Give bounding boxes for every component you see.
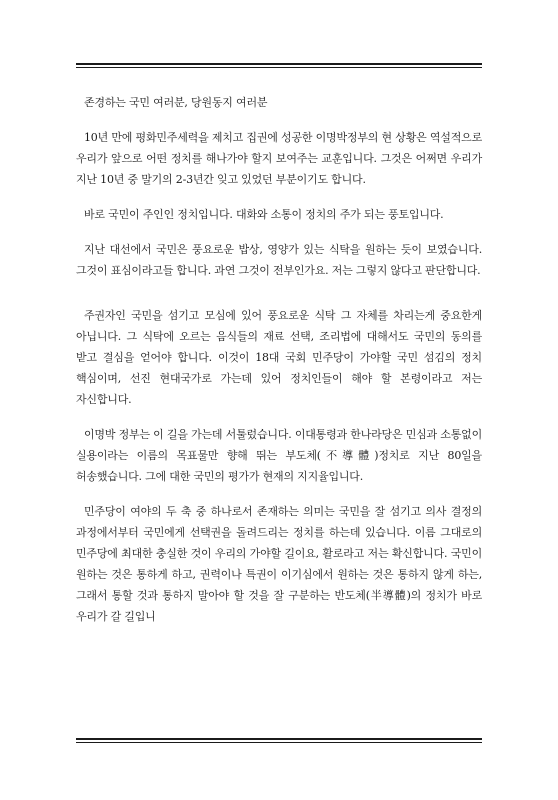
paragraph-5: 이명박 정부는 이 길을 가는데 서툴렀습니다. 이대통령과 한나라당은 민심과 소통없이 실용이라는 이름의 목표물만 향해 뛰는 부도체(不導體)정치로 지난 80일을 허송했습니다. 그에 대한 국민의 평가가 현재의 지지율입니다. <box>76 428 482 483</box>
paragraph-4: 주권자인 국민을 섬기고 모심에 있어 풍요로운 식탁 그 자체를 차리는게 중요한게 아닙니다. 그 식탁에 오르는 음식들의 재료 선택, 조리법에 대해서도 국민의 동의를 받고 결심을 얻어야 합니다. 이것이 18대 국회 민주당이 가야할 국민 섬김의 정치 핵심이며, 선진 현대국가로 가는데 있어 정치인들이 해야 할 본령이라고 저는 자신합니다. <box>76 309 482 406</box>
paragraph-1: 10년 만에 평화민주세력을 제치고 집권에 성공한 이명박정부의 현 상황은 역설적으로 우리가 앞으로 어떤 정치를 해나가야 할지 보여주는 교훈입니다. 그것은 어쩌면 우리가 지난 10년 중 말기의 2-3년간 잊고 있었던 부분이기도 합니다. <box>76 131 482 186</box>
greeting-heading: 존경하는 국민 여러분, 당원동지 여러분 <box>84 96 268 109</box>
document-body <box>76 92 482 627</box>
paragraph-2: 바로 국민이 주인인 정치입니다. 대화와 소통이 정치의 주가 되는 풍토입니다. <box>84 208 444 221</box>
paragraph-3: 지난 대선에서 국민은 풍요로운 밥상, 영양가 있는 식탁을 원하는 듯이 보였습니다. 그것이 표심이라고들 합니다. 과연 그것이 전부인가요. 저는 그렇지 않다고 판단합니다. <box>76 243 482 277</box>
top-double-rule <box>76 63 482 65</box>
paragraph-6: 민주당이 여야의 두 축 중 하나로서 존재하는 의미는 국민을 잘 섬기고 의사 결정의 과정에서부터 국민에게 선택권을 돌려드리는 정치를 하는데 있습니다. 이름 그대로의 민주당에 최대한 충실한 것이 우리의 가야할 길이요, 활로라고 저는 확신합니다. 국민이 원하는 것은 통하게 하고, 권력이나 특권이 이기심에서 원하는 것은 통하지 않게 하는, 그래서 통할 것과 통하지 말아야 할 것을 잘 구분하는 반도체(半導體)의 정치가 바로 우리가 갈 길입니 <box>76 505 482 623</box>
bottom-double-rule <box>76 738 482 740</box>
